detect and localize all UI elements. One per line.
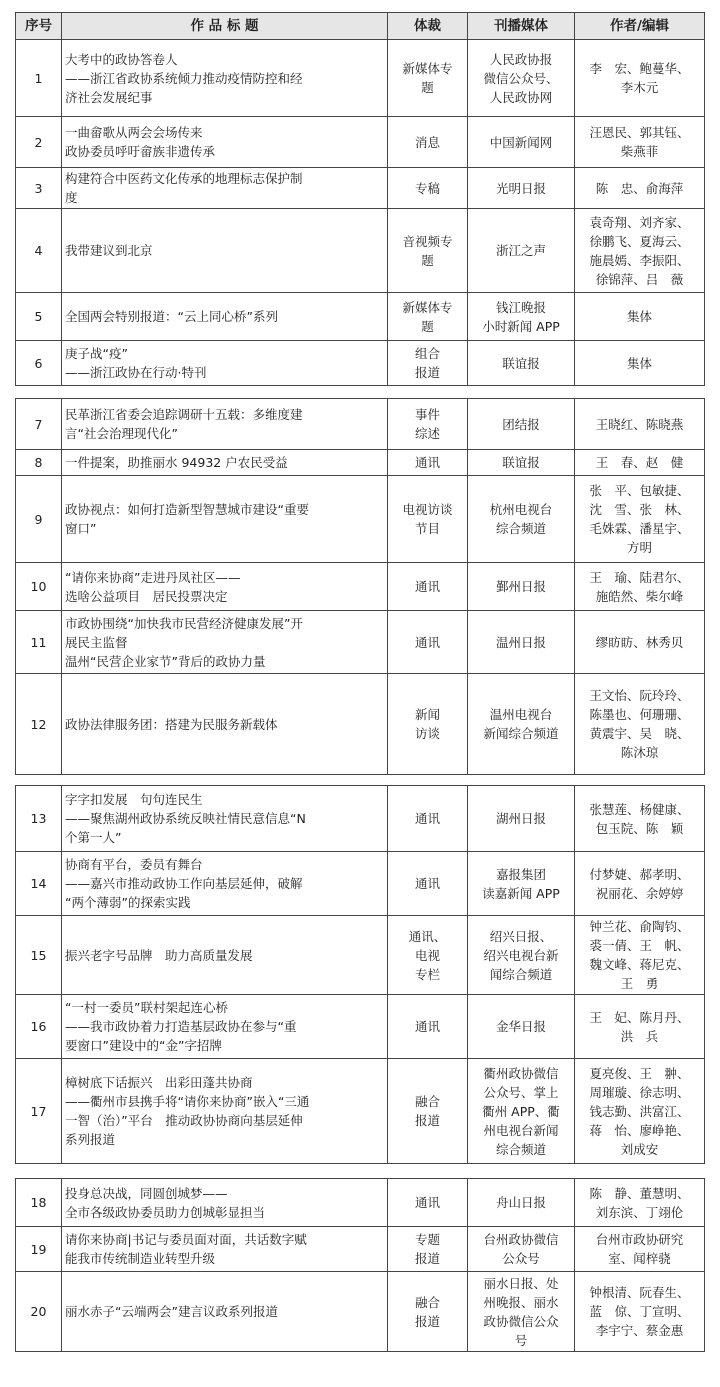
cell-title <box>62 563 388 611</box>
cell-title-line: 能我市传统制造业转型升级 <box>65 1251 216 1266</box>
cell-author-line: 刘成安 <box>620 1141 659 1157</box>
cell-genre <box>388 1179 468 1227</box>
cell-genre <box>388 40 468 117</box>
cell-title-line: 济社会发展纪事 <box>65 89 153 105</box>
cell-title-line: 窗口” <box>65 521 97 536</box>
cell-title-line: 民革浙江省委会追踪调研十五载：多维度建 <box>65 407 303 422</box>
cell-no: 11 <box>16 611 62 674</box>
cell-media-line: 读嘉新闻 APP <box>482 885 560 901</box>
cell-media-line: 衢州政协微信 <box>483 1065 559 1081</box>
cell-no: 19 <box>16 1227 62 1272</box>
cell-author-line: 毛姝霖、潘星宇、 <box>589 521 690 536</box>
cell-author-line: 施晨嫣、李振阳、 <box>589 252 690 268</box>
header-genre: 体裁 <box>388 13 468 40</box>
cell-author <box>575 450 705 476</box>
cell-author-line: 方明 <box>626 540 652 555</box>
cell-media <box>468 40 575 117</box>
cell-author-line: 台州市政协研究 <box>595 1232 684 1247</box>
cell-media-line: 湖州日报 <box>495 811 546 826</box>
cell-no: 4 <box>16 209 62 293</box>
cell-genre-line: 通讯 <box>414 634 440 650</box>
cell-author-line: 汪恩民、郭其钰、 <box>589 125 690 140</box>
cell-no: 17 <box>16 1059 62 1164</box>
cell-title <box>62 117 388 168</box>
table-row <box>16 476 705 563</box>
cell-title-line: “两个薄弱”的探索实践 <box>65 895 191 910</box>
cell-genre <box>388 852 468 916</box>
cell-author <box>575 674 705 775</box>
cell-genre-line: 节目 <box>414 521 440 536</box>
cell-genre-line: 报道 <box>414 1251 440 1266</box>
cell-media <box>468 1059 575 1164</box>
cell-media <box>468 450 575 476</box>
cell-media-line: 绍兴日报、 <box>489 928 553 944</box>
cell-title <box>62 1272 388 1352</box>
cell-no: 15 <box>16 916 62 995</box>
cell-title-line: 协商有平台，委员有舞台 <box>65 857 203 872</box>
cell-media-line: 综合频道 <box>495 521 546 536</box>
cell-title-line: 字字扣发展 句句连民生 <box>65 792 203 807</box>
cell-media <box>468 995 575 1059</box>
cell-genre-line: 通讯 <box>414 1195 440 1210</box>
cell-author <box>575 563 705 611</box>
cell-no: 18 <box>16 1179 62 1227</box>
cell-author-line: 洪 兵 <box>620 1028 659 1044</box>
table-row <box>16 563 705 611</box>
cell-media-line: 鄞州日报 <box>495 579 546 594</box>
cell-genre-line: 新媒体专 <box>402 61 453 76</box>
cell-author-line: 王文怡、阮玲玲、 <box>589 688 690 703</box>
cell-no: 7 <box>16 399 62 450</box>
cell-media-line: 嘉报集团 <box>495 866 546 882</box>
cell-media-line: 联谊报 <box>502 455 540 470</box>
cell-no: 13 <box>16 786 62 852</box>
cell-author-line: 集体 <box>626 355 652 371</box>
cell-title-line: ——衢州市县携手将“请你来协商”嵌入“三通 <box>65 1094 310 1109</box>
cell-title-line: “请你来协商”走进丹凤社区—— <box>65 569 241 585</box>
cell-author-line: 周璀璇、徐志明、 <box>589 1084 690 1100</box>
cell-media-line: 杭州电视台 <box>489 502 553 517</box>
cell-author-line: 钱志勤、洪富江、 <box>589 1103 690 1119</box>
cell-no: 1 <box>16 40 62 117</box>
cell-title <box>62 450 388 476</box>
table-row <box>16 209 705 293</box>
cell-title <box>62 852 388 916</box>
cell-genre <box>388 1272 468 1352</box>
cell-title-line: 市政协围绕“加快我市民营经济健康发展”开 <box>65 615 303 631</box>
table-row <box>16 399 705 450</box>
cell-title-line: 丽水赤子“云端两会”建言议政系列报道 <box>65 1304 278 1319</box>
cell-media-line: 温州电视台 <box>489 707 553 722</box>
cell-author-line: 刘东滨、丁翊伦 <box>595 1204 684 1220</box>
cell-media-line: 舟山日报 <box>495 1195 546 1210</box>
cell-media-line: 政协微信公众 <box>483 1313 559 1329</box>
cell-genre <box>388 293 468 341</box>
cell-title <box>62 916 388 995</box>
cell-media-line: 绍兴电视台新 <box>483 947 559 963</box>
cell-title <box>62 1227 388 1272</box>
cell-genre-line: 报道 <box>414 1313 440 1329</box>
table-row <box>16 995 705 1059</box>
cell-author-line: 李木元 <box>620 80 659 95</box>
cell-no: 20 <box>16 1272 62 1352</box>
table-row <box>16 117 705 168</box>
cell-genre <box>388 611 468 674</box>
cell-author <box>575 852 705 916</box>
cell-author-line: 李宇宁、蔡金惠 <box>595 1323 684 1338</box>
cell-title-line: ——浙江省政协系统倾力推动疫情防控和经 <box>65 70 303 86</box>
cell-title <box>62 995 388 1059</box>
cell-genre-line: 综述 <box>414 426 440 441</box>
cell-title <box>62 168 388 209</box>
cell-author <box>575 1272 705 1352</box>
cell-genre <box>388 476 468 563</box>
cell-author <box>575 293 705 341</box>
cell-author <box>575 476 705 563</box>
cell-title <box>62 786 388 852</box>
cell-title-line: ——浙江政协在行动·特刊 <box>65 365 207 380</box>
cell-title-line: 全国两会特别报道：“云上同心桥”系列 <box>65 309 278 324</box>
cell-title-line: 政协法律服务团：搭建为民服务新载体 <box>65 716 278 732</box>
cell-media <box>468 168 575 209</box>
cell-genre-line: 新媒体专 <box>402 299 453 315</box>
cell-title-line: ——我市政协着力打造基层政协在参与“重 <box>65 1019 297 1034</box>
cell-author <box>575 916 705 995</box>
cell-media <box>468 916 575 995</box>
cell-author-line: 柴燕菲 <box>620 144 659 159</box>
header-title: 作 品 标 题 <box>62 13 388 40</box>
cell-media-line: 浙江之声 <box>495 243 546 258</box>
cell-author-line: 王晓红、陈晓燕 <box>595 416 684 432</box>
cell-author <box>575 995 705 1059</box>
cell-media-line: 中国新闻网 <box>489 134 553 150</box>
cell-genre-line: 访谈 <box>414 726 440 741</box>
cell-media <box>468 209 575 293</box>
cell-title-line: ——嘉兴市推动政协工作向基层延伸，破解 <box>65 876 303 891</box>
cell-no: 3 <box>16 168 62 209</box>
table-row <box>16 1272 705 1352</box>
cell-genre <box>388 341 468 386</box>
cell-genre-line: 报道 <box>414 365 440 380</box>
cell-title-line: 选啥公益项目 居民投票决定 <box>65 588 228 604</box>
cell-title-line: 政协视点：如何打造新型智慧城市建设“重要 <box>65 502 309 517</box>
cell-author-line: 祝丽花、余婷婷 <box>595 885 684 901</box>
table-row <box>16 1059 705 1164</box>
cell-media-line: 州晚报、丽水 <box>483 1294 559 1310</box>
cell-media <box>468 786 575 852</box>
cell-author <box>575 1179 705 1227</box>
cell-genre-line: 融合 <box>414 1094 440 1109</box>
cell-title-line: 系列报道 <box>65 1132 116 1147</box>
cell-title-line: 言“社会治理现代化” <box>65 426 178 441</box>
works-table-group-4 <box>15 1178 705 1352</box>
cell-media-line: 小时新闻 APP <box>482 318 560 334</box>
cell-media <box>468 399 575 450</box>
cell-genre-line: 专题 <box>414 1232 440 1247</box>
cell-media-line: 团结报 <box>502 416 540 432</box>
cell-author-line: 包玉院、陈 颖 <box>595 820 684 836</box>
header-no: 序号 <box>16 13 62 40</box>
cell-media <box>468 1272 575 1352</box>
cell-genre <box>388 1059 468 1164</box>
cell-title <box>62 476 388 563</box>
cell-author <box>575 40 705 117</box>
cell-author-line: 蓝 倞、丁宣明、 <box>589 1304 690 1319</box>
cell-media-line: 新闻综合频道 <box>483 726 559 741</box>
table-row <box>16 786 705 852</box>
cell-genre-line: 题 <box>421 318 434 334</box>
table-row <box>16 341 705 386</box>
cell-author-line: 钟根清、阮春生、 <box>589 1285 690 1300</box>
cell-genre-line: 组合 <box>414 346 440 361</box>
cell-author-line: 徐锦萍、吕 薇 <box>595 271 684 287</box>
cell-author-line: 陈 静、董慧明、 <box>589 1185 690 1201</box>
cell-media-line: 公众号、掌上 <box>483 1084 559 1100</box>
cell-no: 12 <box>16 674 62 775</box>
cell-genre-line: 题 <box>421 252 434 268</box>
table-row <box>16 168 705 209</box>
cell-media-line: 州电视台新闻 <box>483 1122 559 1138</box>
cell-title <box>62 209 388 293</box>
cell-media <box>468 852 575 916</box>
works-table-group-1 <box>15 12 705 386</box>
cell-genre-line: 通讯 <box>414 579 440 594</box>
cell-title-line: 一件提案，助推丽水 94932 户农民受益 <box>65 455 288 470</box>
cell-title <box>62 611 388 674</box>
cell-author <box>575 117 705 168</box>
table-header-row <box>16 13 705 40</box>
cell-genre-line: 音视频专 <box>402 233 453 249</box>
table-row <box>16 852 705 916</box>
cell-media <box>468 674 575 775</box>
table-row <box>16 293 705 341</box>
cell-title-line: 度 <box>65 190 78 205</box>
cell-genre <box>388 209 468 293</box>
cell-author-line: 裘一倩、王 帆、 <box>589 938 690 953</box>
cell-media-line: 台州政协微信 <box>483 1232 559 1247</box>
cell-media-line: 微信公众号、 <box>483 70 559 86</box>
cell-title-line: 樟树底下话振兴 出彩田蓬共协商 <box>65 1075 253 1090</box>
cell-genre-line: 事件 <box>414 407 440 422</box>
cell-no: 9 <box>16 476 62 563</box>
table-row <box>16 674 705 775</box>
cell-title-line: 全市各级政协委员助力创城彰显担当 <box>65 1204 266 1220</box>
cell-genre-line: 通讯、 <box>408 928 447 944</box>
cell-author <box>575 611 705 674</box>
cell-title <box>62 674 388 775</box>
table-row <box>16 1179 705 1227</box>
cell-media-line: 联谊报 <box>502 355 540 371</box>
cell-genre-line: 题 <box>421 80 434 95</box>
cell-media-line: 光明日报 <box>495 180 546 196</box>
cell-author-line: 付梦婕、郝孝明、 <box>589 866 690 882</box>
cell-author-line: 钟兰花、俞陶钧、 <box>589 919 690 934</box>
cell-title <box>62 399 388 450</box>
cell-no: 5 <box>16 293 62 341</box>
cell-title-line: 投身总决战，同圆创城梦—— <box>65 1185 228 1201</box>
cell-genre-line: 消息 <box>414 134 440 150</box>
cell-author-line: 袁奇翔、刘齐家、 <box>589 214 690 230</box>
cell-genre-line: 电视 <box>414 947 440 963</box>
cell-media <box>468 341 575 386</box>
cell-title-line: ——聚焦湖州政协系统反映社情民意信息“N <box>65 811 306 826</box>
cell-title-line: 要窗口”建设中的“金”字招牌 <box>65 1038 222 1053</box>
cell-title-line: 个第一人” <box>65 830 122 845</box>
cell-media-line: 温州日报 <box>495 634 546 650</box>
cell-genre-line: 报道 <box>414 1113 440 1128</box>
cell-author-line: 施皓然、柴尔峰 <box>595 588 684 604</box>
cell-title-line: 构建符合中医药文化传承的地理标志保护制 <box>65 171 303 186</box>
cell-title <box>62 1059 388 1164</box>
cell-author-line: 陈 忠、俞海萍 <box>595 180 684 196</box>
cell-genre-line: 通讯 <box>414 455 440 470</box>
cell-author-line: 王 勇 <box>620 976 659 991</box>
cell-genre <box>388 674 468 775</box>
cell-media <box>468 1227 575 1272</box>
cell-media-line: 金华日报 <box>495 1019 546 1034</box>
cell-media <box>468 117 575 168</box>
cell-media-line: 衢州 APP、衢 <box>482 1103 560 1119</box>
cell-no: 2 <box>16 117 62 168</box>
cell-author <box>575 341 705 386</box>
cell-media <box>468 293 575 341</box>
cell-genre-line: 通讯 <box>414 1019 440 1034</box>
cell-genre-line: 融合 <box>414 1294 440 1310</box>
cell-author-line: 王 瑜、陆君尔、 <box>589 569 690 585</box>
cell-author-line: 王 妃、陈月丹、 <box>589 1009 690 1025</box>
cell-title-line: 我带建议到北京 <box>65 243 153 258</box>
cell-title <box>62 1179 388 1227</box>
cell-author-line: 徐鹏飞、夏海云、 <box>589 233 690 249</box>
cell-genre-line: 通讯 <box>414 876 440 891</box>
cell-author-line: 沈 雪、张 林、 <box>589 502 690 517</box>
cell-title-line: 一曲畲歌从两会会场传来 <box>65 125 203 140</box>
cell-genre-line: 通讯 <box>414 811 440 826</box>
works-table-group-2 <box>15 398 705 775</box>
cell-genre-line: 电视访谈 <box>402 502 453 517</box>
cell-author <box>575 786 705 852</box>
table-row <box>16 450 705 476</box>
cell-genre-line: 专稿 <box>414 180 440 196</box>
cell-author-line: 蒋 怡、廖峥艳、 <box>589 1122 690 1138</box>
cell-title-line: 一智（治）”平台 推动政协协商向基层延伸 <box>65 1113 303 1128</box>
cell-genre-line: 新闻 <box>414 707 440 722</box>
cell-title-line: 大考中的政协答卷人 <box>65 51 178 67</box>
cell-author-line: 陈墨也、何珊珊、 <box>589 707 690 722</box>
cell-media <box>468 563 575 611</box>
cell-author-line: 室、闻梓骁 <box>608 1251 671 1266</box>
cell-title-line: 庚子战“疫” <box>65 346 128 361</box>
cell-title <box>62 293 388 341</box>
cell-no: 10 <box>16 563 62 611</box>
cell-media <box>468 611 575 674</box>
cell-author <box>575 168 705 209</box>
cell-author-line: 李 宏、鲍蔓华、 <box>589 61 690 76</box>
cell-genre-line: 专栏 <box>414 966 440 982</box>
cell-title-line: 展民主监督 <box>65 634 128 650</box>
cell-media-line: 综合频道 <box>495 1141 546 1157</box>
cell-title-line: 政协委员呼吁畲族非遗传承 <box>65 144 216 159</box>
cell-media <box>468 476 575 563</box>
cell-genre <box>388 450 468 476</box>
cell-author-line: 张 平、包敏捷、 <box>589 483 690 498</box>
cell-author-line: 陈沐琼 <box>620 745 659 760</box>
cell-title <box>62 40 388 117</box>
cell-author <box>575 209 705 293</box>
cell-author <box>575 1059 705 1164</box>
cell-media-line: 闻综合频道 <box>489 966 553 982</box>
header-author: 作者/编辑 <box>575 13 705 40</box>
cell-author <box>575 399 705 450</box>
cell-genre <box>388 168 468 209</box>
cell-author-line: 缪眆眆、林秀贝 <box>595 634 684 650</box>
cell-media-line: 公众号 <box>502 1251 540 1266</box>
cell-media-line: 钱江晚报 <box>495 299 546 315</box>
cell-genre <box>388 117 468 168</box>
cell-genre <box>388 995 468 1059</box>
cell-media-line: 人民政协报 <box>489 51 553 67</box>
cell-media-line: 号 <box>514 1332 528 1348</box>
cell-author <box>575 1227 705 1272</box>
cell-genre <box>388 563 468 611</box>
cell-title-line: 温州“民营企业家节”背后的政协力量 <box>65 653 266 669</box>
table-row <box>16 611 705 674</box>
cell-genre <box>388 916 468 995</box>
cell-no: 16 <box>16 995 62 1059</box>
cell-title <box>62 341 388 386</box>
cell-no: 8 <box>16 450 62 476</box>
cell-title-line: 请你来协商|书记与委员面对面，共话数字赋 <box>65 1232 307 1247</box>
cell-author-line: 张慧莲、杨健康、 <box>589 801 690 817</box>
cell-author-line: 王 春、赵 健 <box>595 455 684 470</box>
cell-genre <box>388 399 468 450</box>
table-row <box>16 1227 705 1272</box>
cell-media-line: 人民政协网 <box>489 89 553 105</box>
cell-author-line: 集体 <box>626 309 652 324</box>
cell-no: 14 <box>16 852 62 916</box>
cell-author-line: 魏文峰、蒋尼克、 <box>589 957 690 972</box>
table-row <box>16 40 705 117</box>
header-media: 刊播媒体 <box>468 13 575 40</box>
cell-title-line: “一村一委员”联村架起连心桥 <box>65 1000 228 1015</box>
works-table-group-3 <box>15 785 705 1164</box>
cell-no: 6 <box>16 341 62 386</box>
cell-author-line: 夏亮俊、王 翀、 <box>589 1065 690 1081</box>
cell-genre <box>388 1227 468 1272</box>
cell-title-line: 振兴老字号品牌 助力高质量发展 <box>65 947 253 963</box>
cell-media-line: 丽水日报、处 <box>483 1275 559 1291</box>
cell-genre <box>388 786 468 852</box>
table-row <box>16 916 705 995</box>
cell-author-line: 黄震宇、吴 晓、 <box>589 726 690 741</box>
cell-media <box>468 1179 575 1227</box>
